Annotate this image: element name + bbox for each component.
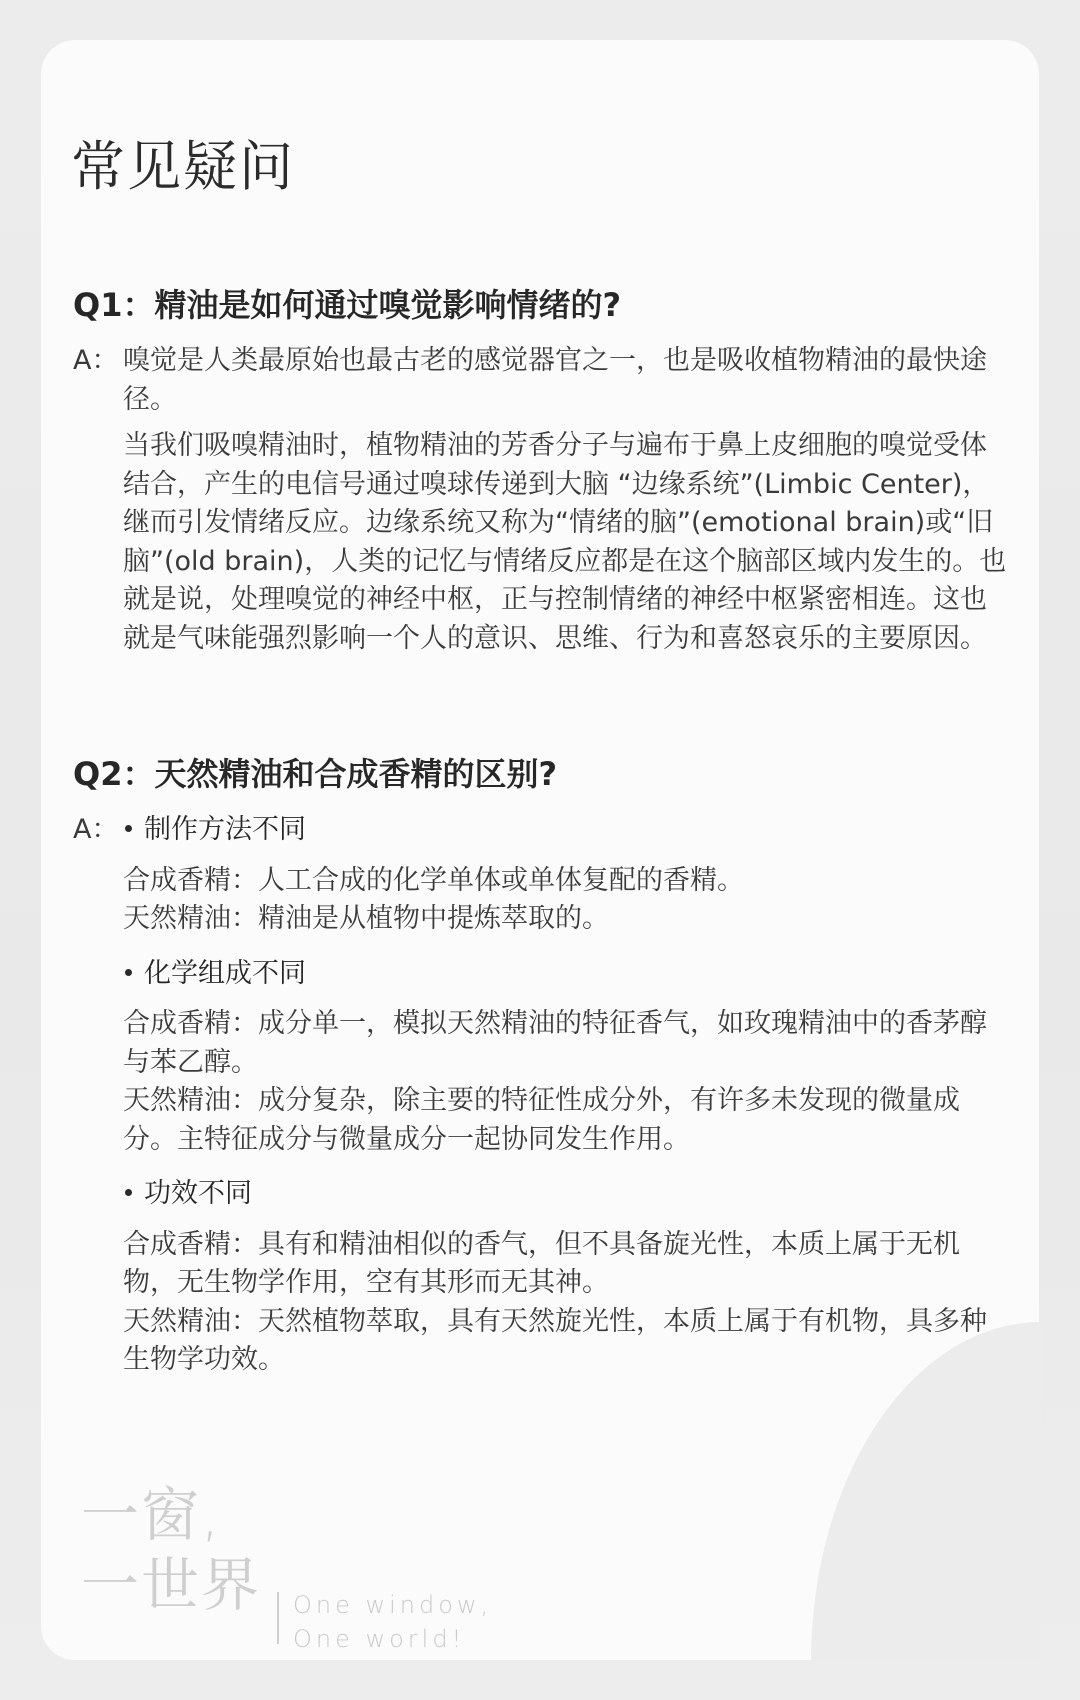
answer-2 (73, 811, 1013, 1396)
brand-en-line-2: One world! (293, 1625, 466, 1653)
answer-label: A： (73, 814, 119, 845)
answer-paragraph: 当我们吸嗅精油时，植物精油的芳香分子与遍布于鼻上皮细胞的嗅觉受体结合，产生的电信号通过嗅球传递到大脑 “边缘系统”(Limbic Center)，继而引发情绪反应。边缘系统又称为“情绪的脑”(emotional brain)或“旧脑”(old brain)，人类的记忆与情绪反应都是在这个脑部区域内发生的。也就是说，处理嗅觉的神经中枢，正与控制情绪的神经中枢紧密相连。这也就是气味能强烈影响一个人的意识、思维、行为和喜怒哀乐的主要原因。 (123, 430, 1007, 654)
section-heading (123, 1175, 1013, 1214)
brand-logo (81, 1480, 501, 1680)
faq-item-1 (73, 284, 1013, 666)
page-title: 常见疑问 (71, 135, 295, 198)
brand-cn-line-1: 一窗, (81, 1481, 222, 1549)
bullet-dot-icon (125, 969, 132, 976)
brand-en-line-1: One window, (293, 1591, 493, 1619)
brand-divider (277, 1592, 279, 1644)
natural-text: 天然精油：天然植物萃取，具有天然旋光性，本质上属于有机物，具多种生物学功效。 (123, 1305, 987, 1375)
question-2: Q2：天然精油和合成香精的区别? (73, 755, 558, 793)
faq-item-2 (73, 753, 1013, 1396)
synthetic-text: 合成香精：人工合成的化学单体或单体复配的香精。 (123, 864, 744, 896)
section-heading-text: 化学组成不同 (144, 957, 306, 989)
section-heading (123, 955, 1013, 994)
section-heading-text: 制作方法不同 (144, 814, 306, 845)
answer-body (123, 811, 1013, 1396)
answer-1 (73, 342, 1013, 666)
comparison-block (123, 1005, 1013, 1159)
brand-cn-line-2: 一世界 (81, 1551, 262, 1619)
natural-text: 天然精油：成分复杂，除主要的特征性成分外，有许多未发现的微量成分。主特征成分与微量成分一起协同发生作用。 (123, 1085, 960, 1155)
brand-slogan-en (293, 1588, 492, 1656)
question-1: Q1：精油是如何通过嗅觉影响情绪的? (73, 286, 622, 324)
answer-paragraph: 嗅觉是人类最原始也最古老的感觉器官之一，也是吸收植物精油的最快途径。 (123, 345, 987, 415)
natural-text: 天然精油：精油是从植物中提炼萃取的。 (123, 903, 609, 934)
answer-body (123, 342, 1013, 666)
content-card (41, 40, 1039, 1660)
comparison-block (123, 1226, 1013, 1380)
comparison-block (123, 862, 1013, 939)
synthetic-text: 合成香精：具有和精油相似的香气，但不具备旋光性，本质上属于无机物，无生物学作用，空有其形而无其神。 (123, 1228, 960, 1298)
brand-slogan-cn (81, 1480, 261, 1620)
bullet-dot-icon (125, 1189, 132, 1196)
section-heading (123, 811, 1013, 850)
section-heading-text: 功效不同 (144, 1178, 252, 1209)
answer-label: A： (73, 345, 119, 376)
synthetic-text: 合成香精：成分单一，模拟天然精油的特征香气，如玫瑰精油中的香茅醇与苯乙醇。 (123, 1008, 987, 1078)
bullet-dot-icon (125, 825, 132, 832)
